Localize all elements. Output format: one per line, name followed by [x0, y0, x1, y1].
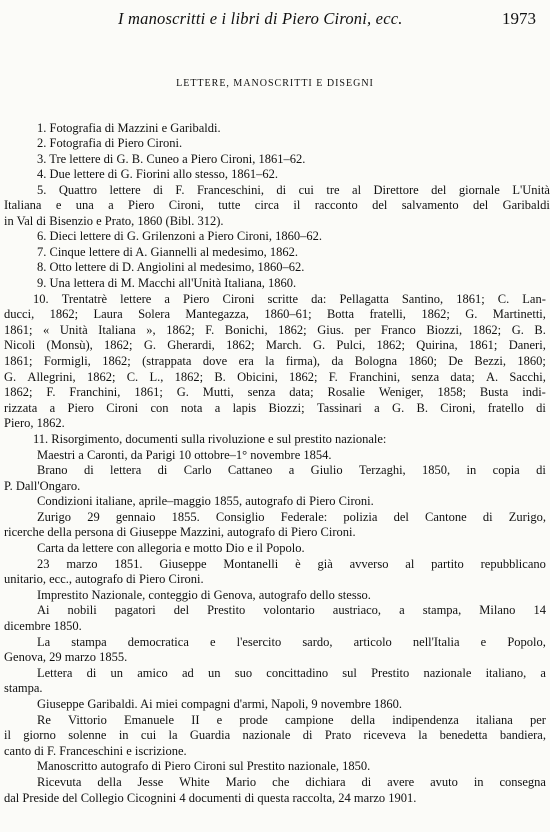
list-item-continuation: rizzata a Piero Cironi con nota a lapis Biozzi; Tassinari a G. B. Cironi, fratello di [4, 401, 546, 415]
document-entry: 23 marzo 1851. Giuseppe Montanelli è già avverso al partito repubblicano [37, 557, 546, 571]
document-entry: Zurigo 29 gennaio 1855. Consiglio Federale: polizia del Cantone di Zurigo, [37, 510, 546, 524]
document-entry-continuation: dicembre 1850. [4, 619, 82, 633]
document-entry-continuation: unitario, ecc., autografo di Piero Cironi. [4, 572, 204, 586]
document-entry: Manoscritto autografo di Piero Cironi sul Prestito nazionale, 1850. [37, 759, 371, 773]
document-entry-continuation: dal Preside del Collegio Cicognini 4 documenti di questa raccolta, 24 marzo 1901. [4, 791, 417, 805]
document-entry-continuation: ricerche della persona di Giuseppe Mazzini, autografo di Piero Cironi. [4, 525, 356, 539]
document-entry-continuation: P. Dall'Ongaro. [4, 479, 81, 493]
document-entry: Ai nobili pagatori del Prestito volontario austriaco, a stampa, Milano 14 [37, 603, 546, 617]
list-item: 2. Fotografia di Piero Cironi. [37, 136, 183, 150]
document-entry: Re Vittorio Emanuele II e prode campione della indipendenza italiana per [37, 713, 546, 727]
list-item: 8. Otto lettere di D. Angiolini al medesimo, 1860–62. [37, 260, 305, 274]
list-item-continuation: Nicoli (Monsù), 1862; G. Gherardi, 1862; March. G. Pulci, 1862; Quirina, 1861; Daneri, [4, 338, 546, 352]
list-item: 3. Tre lettere di G. B. Cuneo a Piero Cironi, 1861–62. [37, 152, 306, 166]
document-entry-continuation: canto di F. Franceschini e iscrizione. [4, 744, 187, 758]
list-item-continuation: in Val di Bisenzio e Prato, 1860 (Bibl. 312). [4, 214, 224, 228]
list-item: 6. Dieci lettere di G. Grilenzoni a Piero Cironi, 1860–62. [37, 229, 323, 243]
list-item-continuation: Italiana e una a Piero Cironi, tutte circa il racconto del salvamento del Garibaldi [4, 198, 550, 212]
document-entry: La stampa democratica e l'esercito sardo, articolo nell'Italia e Popolo, [37, 635, 546, 649]
section-heading: LETTERE, MANOSCRITTI E DISEGNI [176, 78, 374, 89]
list-item-continuation: 1861; « Unità Italiana », 1862; F. Bonichi, 1862; Gius. per Franco Biozzi, 1862; G. B. [4, 323, 546, 337]
document-entry: Maestri a Caronti, da Parigi 10 ottobre–1° novembre 1854. [37, 448, 332, 462]
page-number: 1973 [502, 9, 536, 28]
document-entry: Carta da lettere con allegoria e motto Dio e il Popolo. [37, 541, 305, 555]
running-head [0, 9, 550, 31]
list-item-continuation: Piero, 1862. [4, 416, 65, 430]
document-entry: Imprestito Nazionale, conteggio di Genova, autografo dello stesso. [37, 588, 371, 602]
list-item: 4. Due lettere di G. Fiorini allo stesso, 1861–62. [37, 167, 278, 181]
document-entry-continuation: Genova, 29 marzo 1855. [4, 650, 128, 664]
document-entry: Lettera di un amico ad un suo concittadino sul Prestito nazionale italiano, a [37, 666, 546, 680]
document-entry-continuation: stampa. [4, 681, 43, 695]
list-item: 9. Una lettera di M. Macchi all'Unità Italiana, 1860. [37, 276, 297, 290]
document-entry-continuation: il giorno solenne in cui la Guardia nazionale di Prato riceveva la benedetta bandiera, [4, 728, 546, 742]
list-item: 10. Trentatrè lettere a Piero Cironi scritte da: Pellagatta Santino, 1861; C. Lan- [33, 292, 546, 306]
list-item: 7. Cinque lettere di A. Giannelli al medesimo, 1862. [37, 245, 299, 259]
list-item-continuation: ducci, 1862; Laura Solera Mantegazza, 1860–61; Botta fratelli, 1862; G. Martinetti, [4, 307, 546, 321]
document-entry: Giuseppe Garibaldi. Ai miei compagni d'armi, Napoli, 9 novembre 1860. [37, 697, 403, 711]
document-entry: Condizioni italiane, aprile–maggio 1855, autografo di Piero Cironi. [37, 494, 374, 508]
running-title: I manoscritti e i libri di Piero Cironi, ecc. [118, 9, 403, 28]
list-item-continuation: 1861; Formigli, 1862; (strappata dove era la firma), da Bologna 1860; De Bezzi, 1860; [4, 354, 546, 368]
list-item: 5. Quattro lettere di F. Franceschini, di cui tre al Direttore del giornale L'Unità [37, 183, 550, 197]
list-item-continuation: 1862; F. Franchini, 1861; G. Mutti, senza data; Rosalie Weniger, 1858; Busta indi- [4, 385, 546, 399]
list-item-continuation: G. Allegrini, 1862; C. L., 1862; B. Obicini, 1862; F. Franchini, senza data; A. Sacchi, [4, 370, 546, 384]
document-entry: Brano di lettera di Carlo Cattaneo a Giulio Terzaghi, 1850, in copia di [37, 463, 546, 477]
document-entry: Ricevuta della Jesse White Mario che dichiara di avere avuto in consegna [37, 775, 546, 789]
list-item: 1. Fotografia di Mazzini e Garibaldi. [37, 121, 221, 135]
list-item: 11. Risorgimento, documenti sulla rivoluzione e sul prestito nazionale: [33, 432, 387, 446]
